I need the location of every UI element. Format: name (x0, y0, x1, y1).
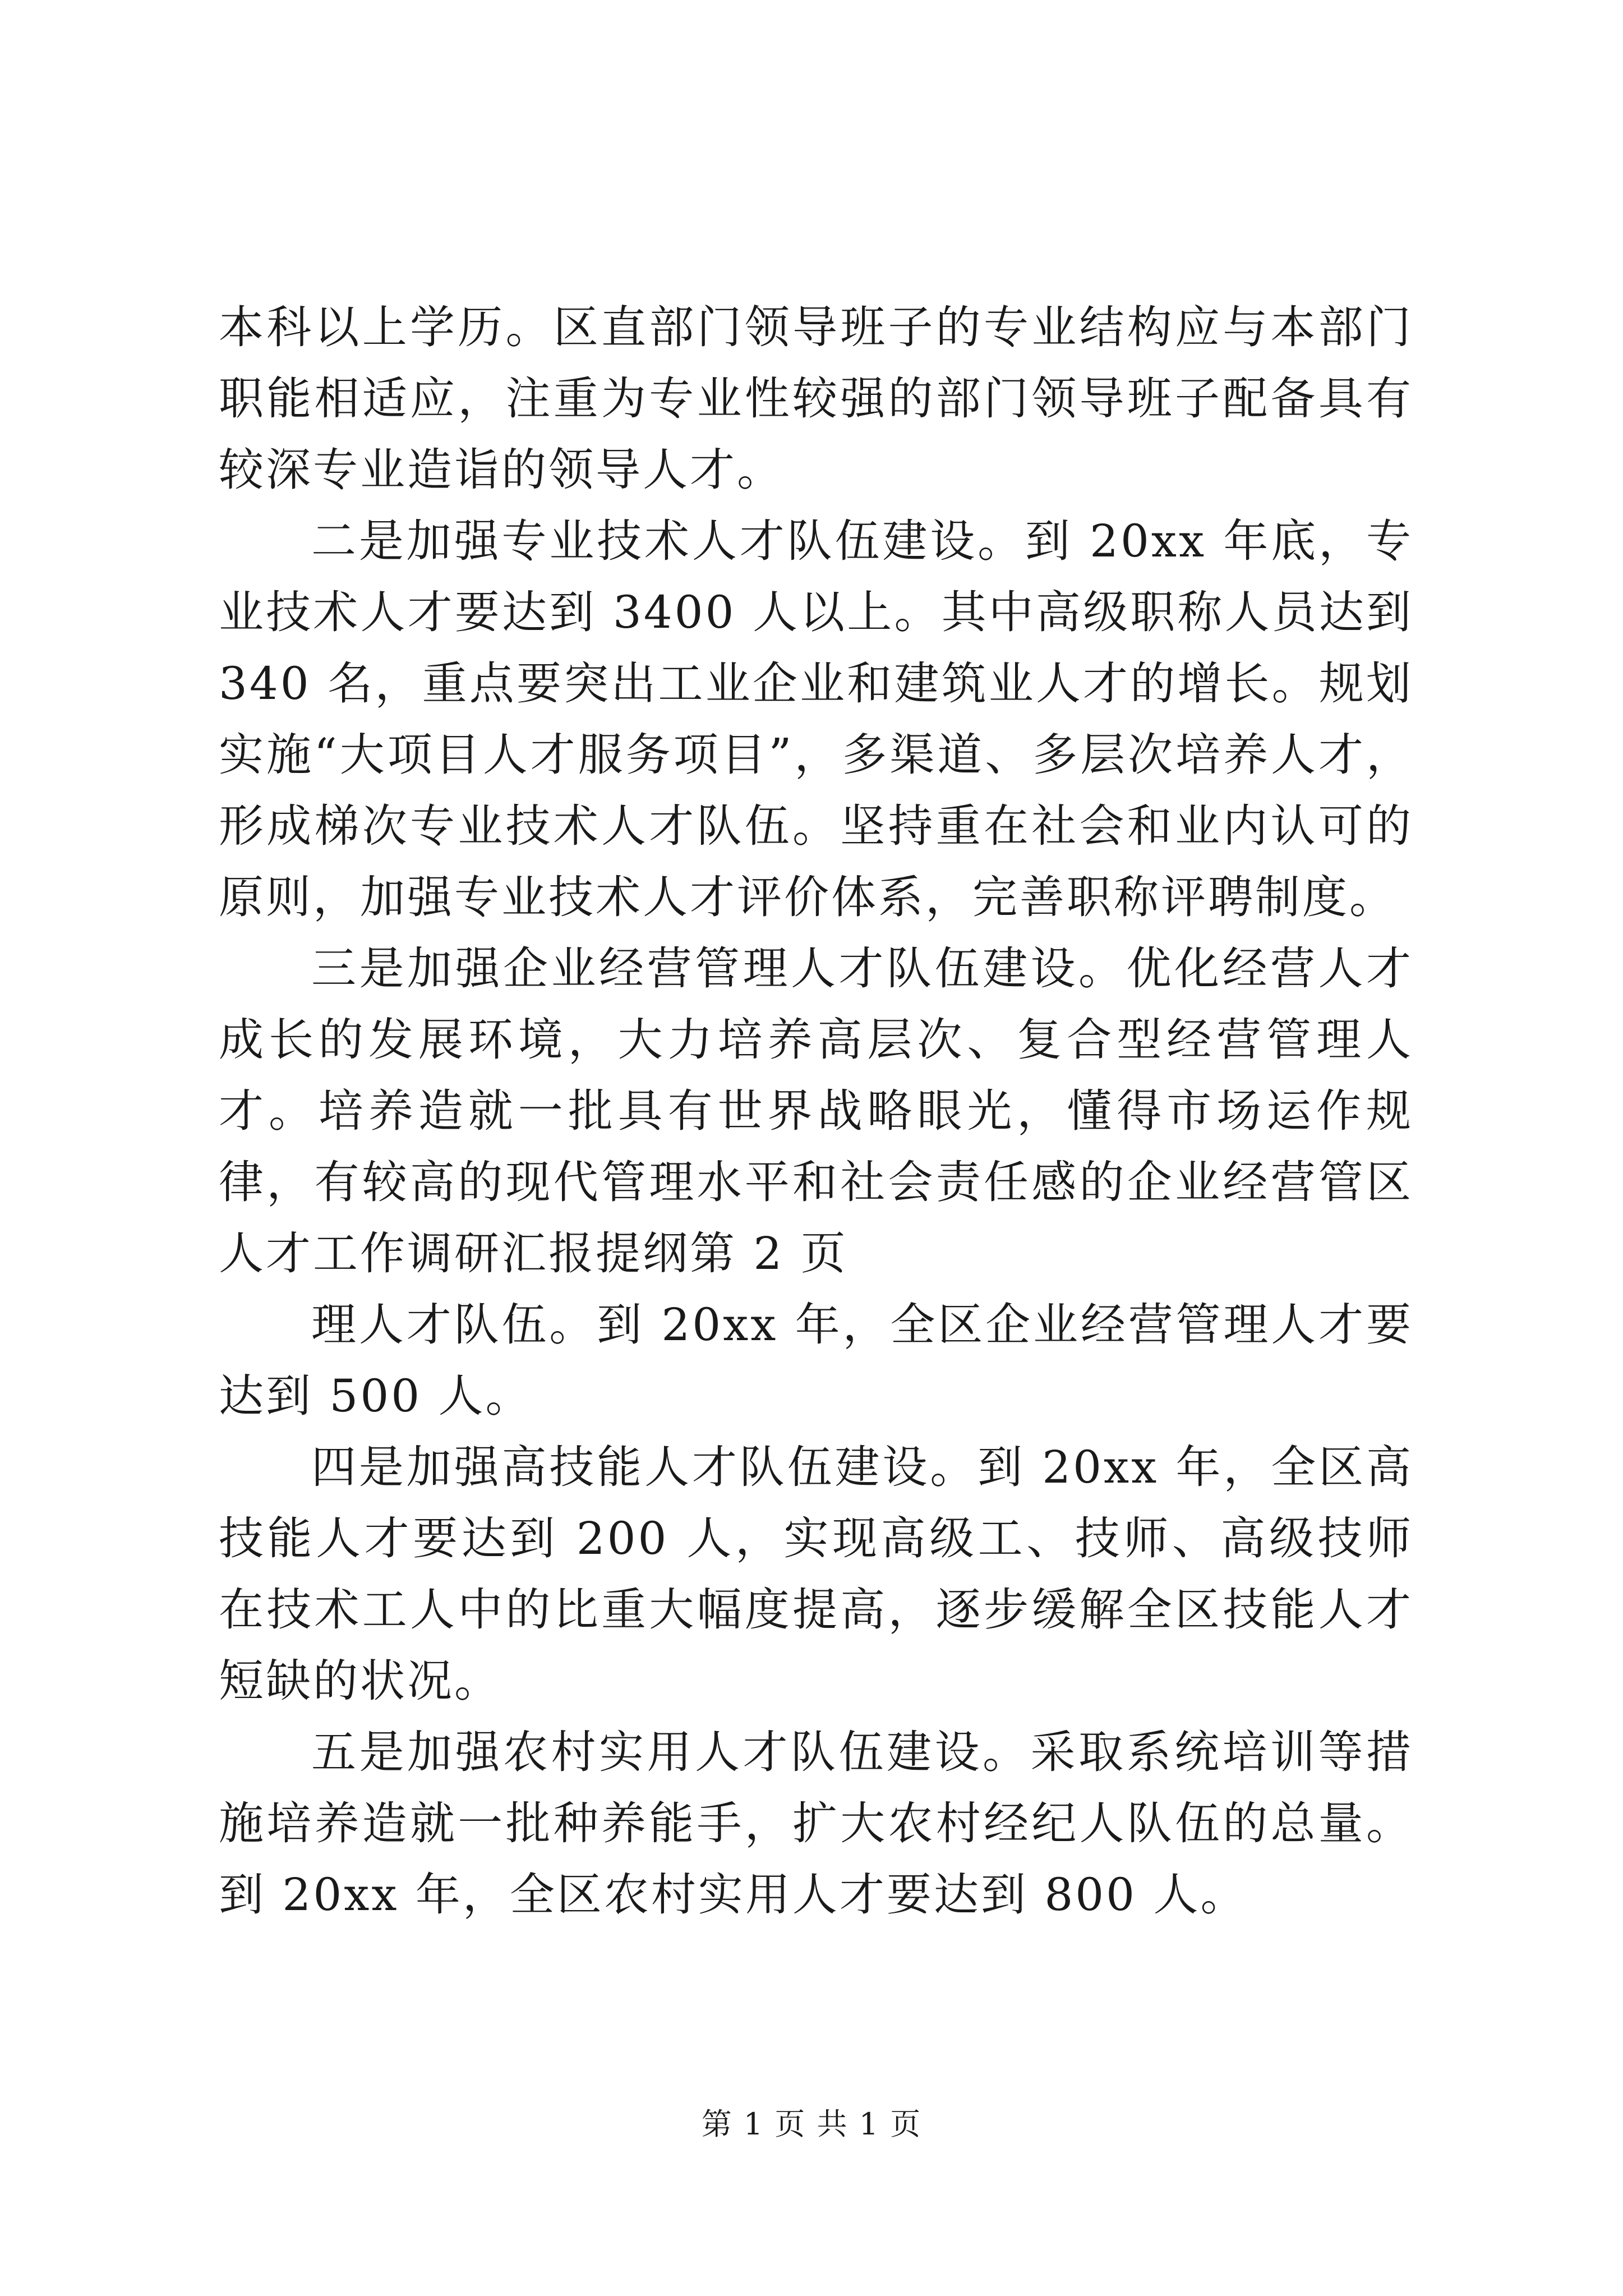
paragraph-1: 本科以上学历。区直部门领导班子的专业结构应与本部门职能相适应，注重为专业性较强的部门领导班子配备具有较深专业造诣的领导人才。 (219, 301, 1413, 496)
document-body (219, 292, 1413, 1930)
paragraph-2: 二是加强专业技术人才队伍建设。到 20xx 年底，专业技术人才要达到 3400 人以上。其中高级职称人员达到 340 名，重点要突出工业企业和建筑业人才的增长。规划实施“大项目人才服务项目”，多渠道、多层次培养人才，形成梯次专业技术人才队伍。坚持重在社会和业内认可的原则，加强专业技术人才评价体系，完善职称评聘制度。 (219, 515, 1413, 923)
paragraph-6: 五是加强农村实用人才队伍建设。采取系统培训等措施培养造就一批种养能手，扩大农村经纪人队伍的总量。到 20xx 年，全区农村实用人才要达到 800 人。 (219, 1726, 1413, 1921)
paragraph-5: 四是加强高技能人才队伍建设。到 20xx 年，全区高技能人才要达到 200 人，实现高级工、技师、高级技师在技术工人中的比重大幅度提高，逐步缓解全区技能人才短缺的状况。 (219, 1441, 1413, 1707)
paragraph-3: 三是加强企业经营管理人才队伍建设。优化经营人才成长的发展环境，大力培养高层次、复合型经营管理人才。培养造就一批具有世界战略眼光，懂得市场运作规律，有较高的现代管理水平和社会责任感的企业经营管区人才工作调研汇报提纲第 2 页 (219, 942, 1413, 1280)
page-footer: 第 1 页 共 1 页 (701, 2106, 922, 2142)
paragraph-4: 理人才队伍。到 20xx 年，全区企业经营管理人才要达到 500 人。 (219, 1299, 1413, 1422)
